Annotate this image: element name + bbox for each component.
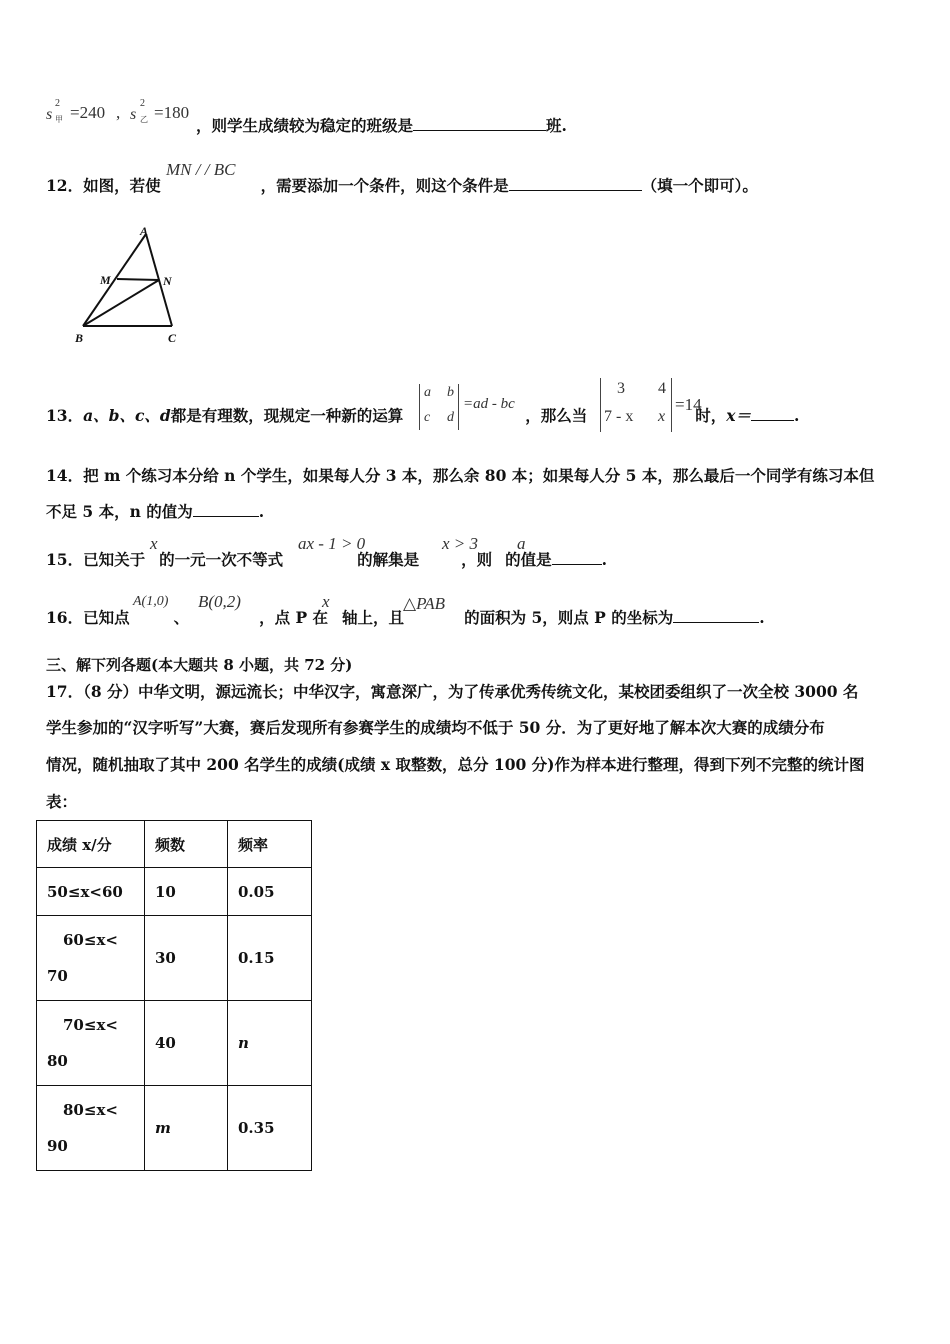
table-header-row — [37, 821, 312, 868]
q15-a: a — [517, 534, 526, 553]
q16-tail: . — [759, 608, 765, 627]
cell-frequency: 10 — [145, 868, 228, 916]
q16-answer-blank[interactable] — [673, 621, 759, 623]
cell-range-line2: 70 — [47, 967, 68, 985]
q11-jia-value: =240 — [70, 103, 106, 122]
q15-prefix: 15．已知关于 — [46, 550, 146, 569]
cell-range — [37, 1001, 145, 1086]
q17-line3: 情况，随机抽取了其中 200 名学生的成绩(成绩 x 取整数，总分 100 分)作为样本进行整理，得到下列不完整的统计图 — [46, 755, 865, 774]
q15-tail: . — [601, 550, 608, 569]
label-c: C — [168, 331, 177, 345]
q15-text3: ，则 — [461, 550, 493, 569]
q11-question: ，则学生成绩较为稳定的班级是 — [196, 116, 414, 135]
q11-s-yi: s — [130, 106, 137, 123]
cell-range-line1: 80≤x< — [63, 1101, 118, 1119]
q12-expr: MN / / BC — [166, 160, 236, 179]
q16-point-a: A(1,0) — [133, 594, 169, 609]
cell-range-line2: 90 — [47, 1137, 68, 1155]
header-rate: 频率 — [228, 821, 312, 868]
q13-def: =ad - bc — [463, 396, 515, 412]
det2-r1c1: 3 — [617, 380, 625, 397]
q13-text2: ，那么当 — [525, 406, 588, 425]
cell-rate: n — [228, 1001, 312, 1086]
q13-prefix: 13． — [46, 406, 84, 425]
label-n: N — [163, 274, 172, 288]
q16-triangle: △PAB — [403, 594, 446, 613]
q16-text3: 的面积为 5，则点 P 的坐标为 — [464, 608, 674, 627]
q16-text1: ，点 P 在 — [259, 608, 329, 627]
header-frequency: 频数 — [145, 821, 228, 868]
cell-range-line1: 60≤x< — [63, 931, 118, 949]
q13-answer-blank[interactable] — [751, 419, 794, 421]
q13-determinant-value — [600, 378, 672, 432]
q13-determinant-def — [419, 384, 459, 430]
q11-s-yi-sup: 2 — [140, 98, 145, 109]
q15-inequality: ax - 1 > 0 — [298, 534, 366, 553]
q11-s-jia-sup: 2 — [55, 98, 60, 109]
edge-bn — [83, 280, 159, 326]
det2-r2c2: x — [658, 408, 666, 425]
q11-s-jia-sub: 甲 — [55, 115, 63, 124]
q11-answer-blank[interactable] — [413, 129, 546, 131]
cell-range: 50≤x<60 — [37, 868, 145, 916]
cell-range — [37, 916, 145, 1001]
table-row — [37, 1001, 312, 1086]
q16-text2: 轴上，且 — [342, 608, 405, 627]
table-row — [37, 868, 312, 916]
q15-x: x — [150, 534, 158, 553]
q11-s-jia: s — [46, 106, 53, 123]
cell-frequency: 40 — [145, 1001, 228, 1086]
cell-rate: 0.05 — [228, 868, 312, 916]
q17-line4: 表： — [46, 792, 78, 811]
q11-yi-value: =180 — [154, 103, 190, 122]
q17-line2: 学生参加的“汉字听写”大赛，赛后发现所有参赛学生的成绩均不低于 50 分．为了更好地了解本次大赛的成绩分布 — [46, 718, 825, 737]
label-m: M — [100, 273, 111, 287]
edge-mn — [117, 279, 159, 280]
q12-tail: （填一个即可）。 — [641, 176, 758, 195]
score-frequency-table — [36, 820, 312, 1171]
q13-vars: a、b、c、d — [83, 406, 171, 425]
det-c: c — [424, 410, 431, 425]
cell-frequency: 30 — [145, 916, 228, 1001]
q17-line1: 17．（8 分）中华文明，源远流长；中华汉字，寓意深广，为了传承优秀传统文化，某校团委组织了一次全校 3000 名 — [46, 682, 859, 701]
q15-solution: x > 3 — [442, 534, 479, 553]
q12-line — [46, 174, 758, 196]
det2-r2c1: 7 - x — [604, 408, 634, 425]
q11-line — [46, 98, 946, 135]
q13-text3: 时， — [695, 406, 727, 425]
cell-range-line2: 80 — [47, 1052, 68, 1070]
q14-line2 — [46, 500, 264, 522]
q12-answer-blank[interactable] — [509, 189, 642, 191]
q15-text4: 的值是 — [505, 550, 552, 569]
q14-answer-blank[interactable] — [193, 515, 259, 517]
section-3-title: 三、解下列各题(本大题共 8 小题，共 72 分) — [46, 656, 353, 674]
q13-text1: 都是有理数，现规定一种新的运算 — [170, 406, 404, 425]
q14-line2-text: 不足 5 本，n 的值为 — [46, 502, 193, 521]
table-row — [37, 916, 312, 1001]
q11-s-yi-sub: 乙 — [140, 115, 148, 124]
det2-r1c2: 4 — [658, 380, 666, 397]
q16-prefix: 16．已知点 — [46, 608, 130, 627]
q15-text2: 的解集是 — [357, 550, 420, 569]
cell-rate: 0.15 — [228, 916, 312, 1001]
cell-range-line1: 70≤x< — [63, 1016, 118, 1034]
q15-text1: 的一元一次不等式 — [159, 550, 284, 569]
q13-xeq: x＝ — [726, 406, 752, 425]
cell-frequency: m — [145, 1086, 228, 1171]
table-row — [37, 1086, 312, 1171]
q16-x: x — [322, 592, 330, 611]
q16-point-b: B(0,2) — [198, 592, 241, 611]
q12-text: ，需要添加一个条件，则这个条件是 — [260, 176, 509, 195]
q13-tail: . — [794, 406, 800, 425]
det-d: d — [447, 410, 454, 425]
q15-answer-blank[interactable] — [552, 563, 602, 565]
q14-tail: . — [258, 502, 265, 521]
q12-prefix: 12．如图，若使 — [46, 176, 161, 195]
q14-line1: 14．把 m 个练习本分给 n 个学生，如果每人分 3 本，那么余 80 本；如果每人分 5 本，那么最后一个同学有练习本但 — [46, 466, 875, 485]
q13-eq: =14 — [675, 395, 702, 414]
label-b: B — [75, 331, 84, 345]
cell-rate: 0.35 — [228, 1086, 312, 1171]
cell-range — [37, 1086, 145, 1171]
q11-text — [196, 114, 567, 136]
q11-comma: , — [116, 103, 121, 122]
header-score: 成绩 x/分 — [37, 821, 145, 868]
det-b: b — [447, 385, 454, 400]
det-a: a — [424, 385, 431, 400]
q16-sep: 、 — [173, 608, 190, 627]
triangle-figure — [70, 222, 190, 348]
q11-tail: 班. — [546, 116, 567, 135]
label-a: A — [140, 224, 149, 238]
